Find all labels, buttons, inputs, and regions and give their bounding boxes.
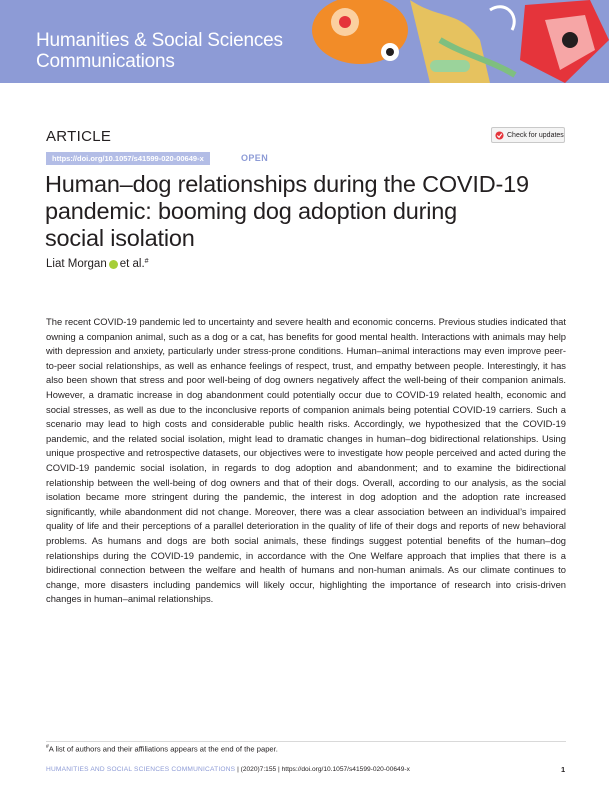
title-line: pandemic: booming dog adoption during [45,198,457,224]
check-for-updates-button[interactable] [491,127,565,143]
article-type-label: ARTICLE [46,128,112,145]
footer-journal: HUMANITIES AND SOCIAL SCIENCES COMMUNICATIONS [46,766,236,773]
journal-name[interactable] [36,30,283,72]
orcid-icon[interactable] [109,260,118,269]
title-line: social isolation [45,225,195,251]
footnote-text: A list of authors and their affiliations appears at the end of the paper. [48,744,278,754]
footnote-divider [46,741,566,742]
author-list [46,258,149,270]
doi-link[interactable]: https://doi.org/10.1057/s41599-020-00649-x [46,152,210,165]
article-title [45,171,565,252]
check-updates-icon [495,131,504,140]
journal-name-line1: Humanities & Social Sciences [36,30,283,51]
footnote [46,744,278,754]
open-access-label: OPEN [241,153,269,163]
journal-name-line2: Communications [36,51,175,72]
page-footer [46,766,410,773]
title-line: Human–dog relationships during the COVID-19 [45,171,529,197]
footer-citation[interactable]: | (2020)7:155 | https://doi.org/10.1057/s41599-020-00649-x [235,766,410,773]
abstract: The recent COVID-19 pandemic led to uncertainty and severe health and economic concerns. Previous studies indicated that owning a companion animal, such as a dog or a cat, has benefits for good mental health. Interactions with animals may help with depression and anxiety, particularly under stress-prone conditions. Human–animal interactions may even improve peer-to-peer social relationships, as well as enhance feelings of respect, trust, and empathy between people. Interestingly, it has also been shown that stress and poor well-being of dog owners negatively affect the well-being of their companion animals. However, a dramatic increase in dog abandonment could potentially occur due to COVID-19 related health, economic and social stresses, as well as due to the inconclusive reports of companion animals being potential COVID-19 carriers. Such a scenario may lead to high costs and considerable public health risks. Accordingly, we hypothesized that the COVID-19 pandemic, and the related social isolation, might lead to dramatic changes in human–dog bidirectional relationships. Using unique prospective and retrospective datasets, our objectives were to investigate how people perceived and acted during the COVID-19 pandemic social isolation, in regards to dog adoption and abandonment; and to examine the bidirectional relationship between the well-being of dog owners and that of their dogs. Overall, according to our analysis, as the social isolation became more stringent during the pandemic, the interest in dog adoption and the adoption rate increased significantly, while abandonment did not change. Moreover, there was a clear association between an individual’s impaired quality of life and their perceptions of a parallel deterioration in the quality of life of their dogs and reports of new behavioral problems. As humans and dogs are both social animals, these findings suggest potential benefits of the human–dog relationships during the COVID-19 pandemic, in accordance with the One Welfare approach that implies that there is a bidirectional connection between the welfare and health of humans and non-human animals. As our climate continues to change, more disasters including pandemics will likely occur, highlighting the importance of research into crisis-driven changes in human–animal relationships. [46,316,566,605]
banner-artwork-icon [290,0,609,83]
journal-banner [0,0,609,83]
check-updates-label: Check for updates [507,131,564,139]
author-etal: et al. [119,258,145,270]
author-footnote-marker: # [144,257,149,265]
footnote-marker: # [46,744,49,750]
author-name[interactable]: Liat Morgan [46,258,107,270]
page-number: 1 [561,765,566,774]
